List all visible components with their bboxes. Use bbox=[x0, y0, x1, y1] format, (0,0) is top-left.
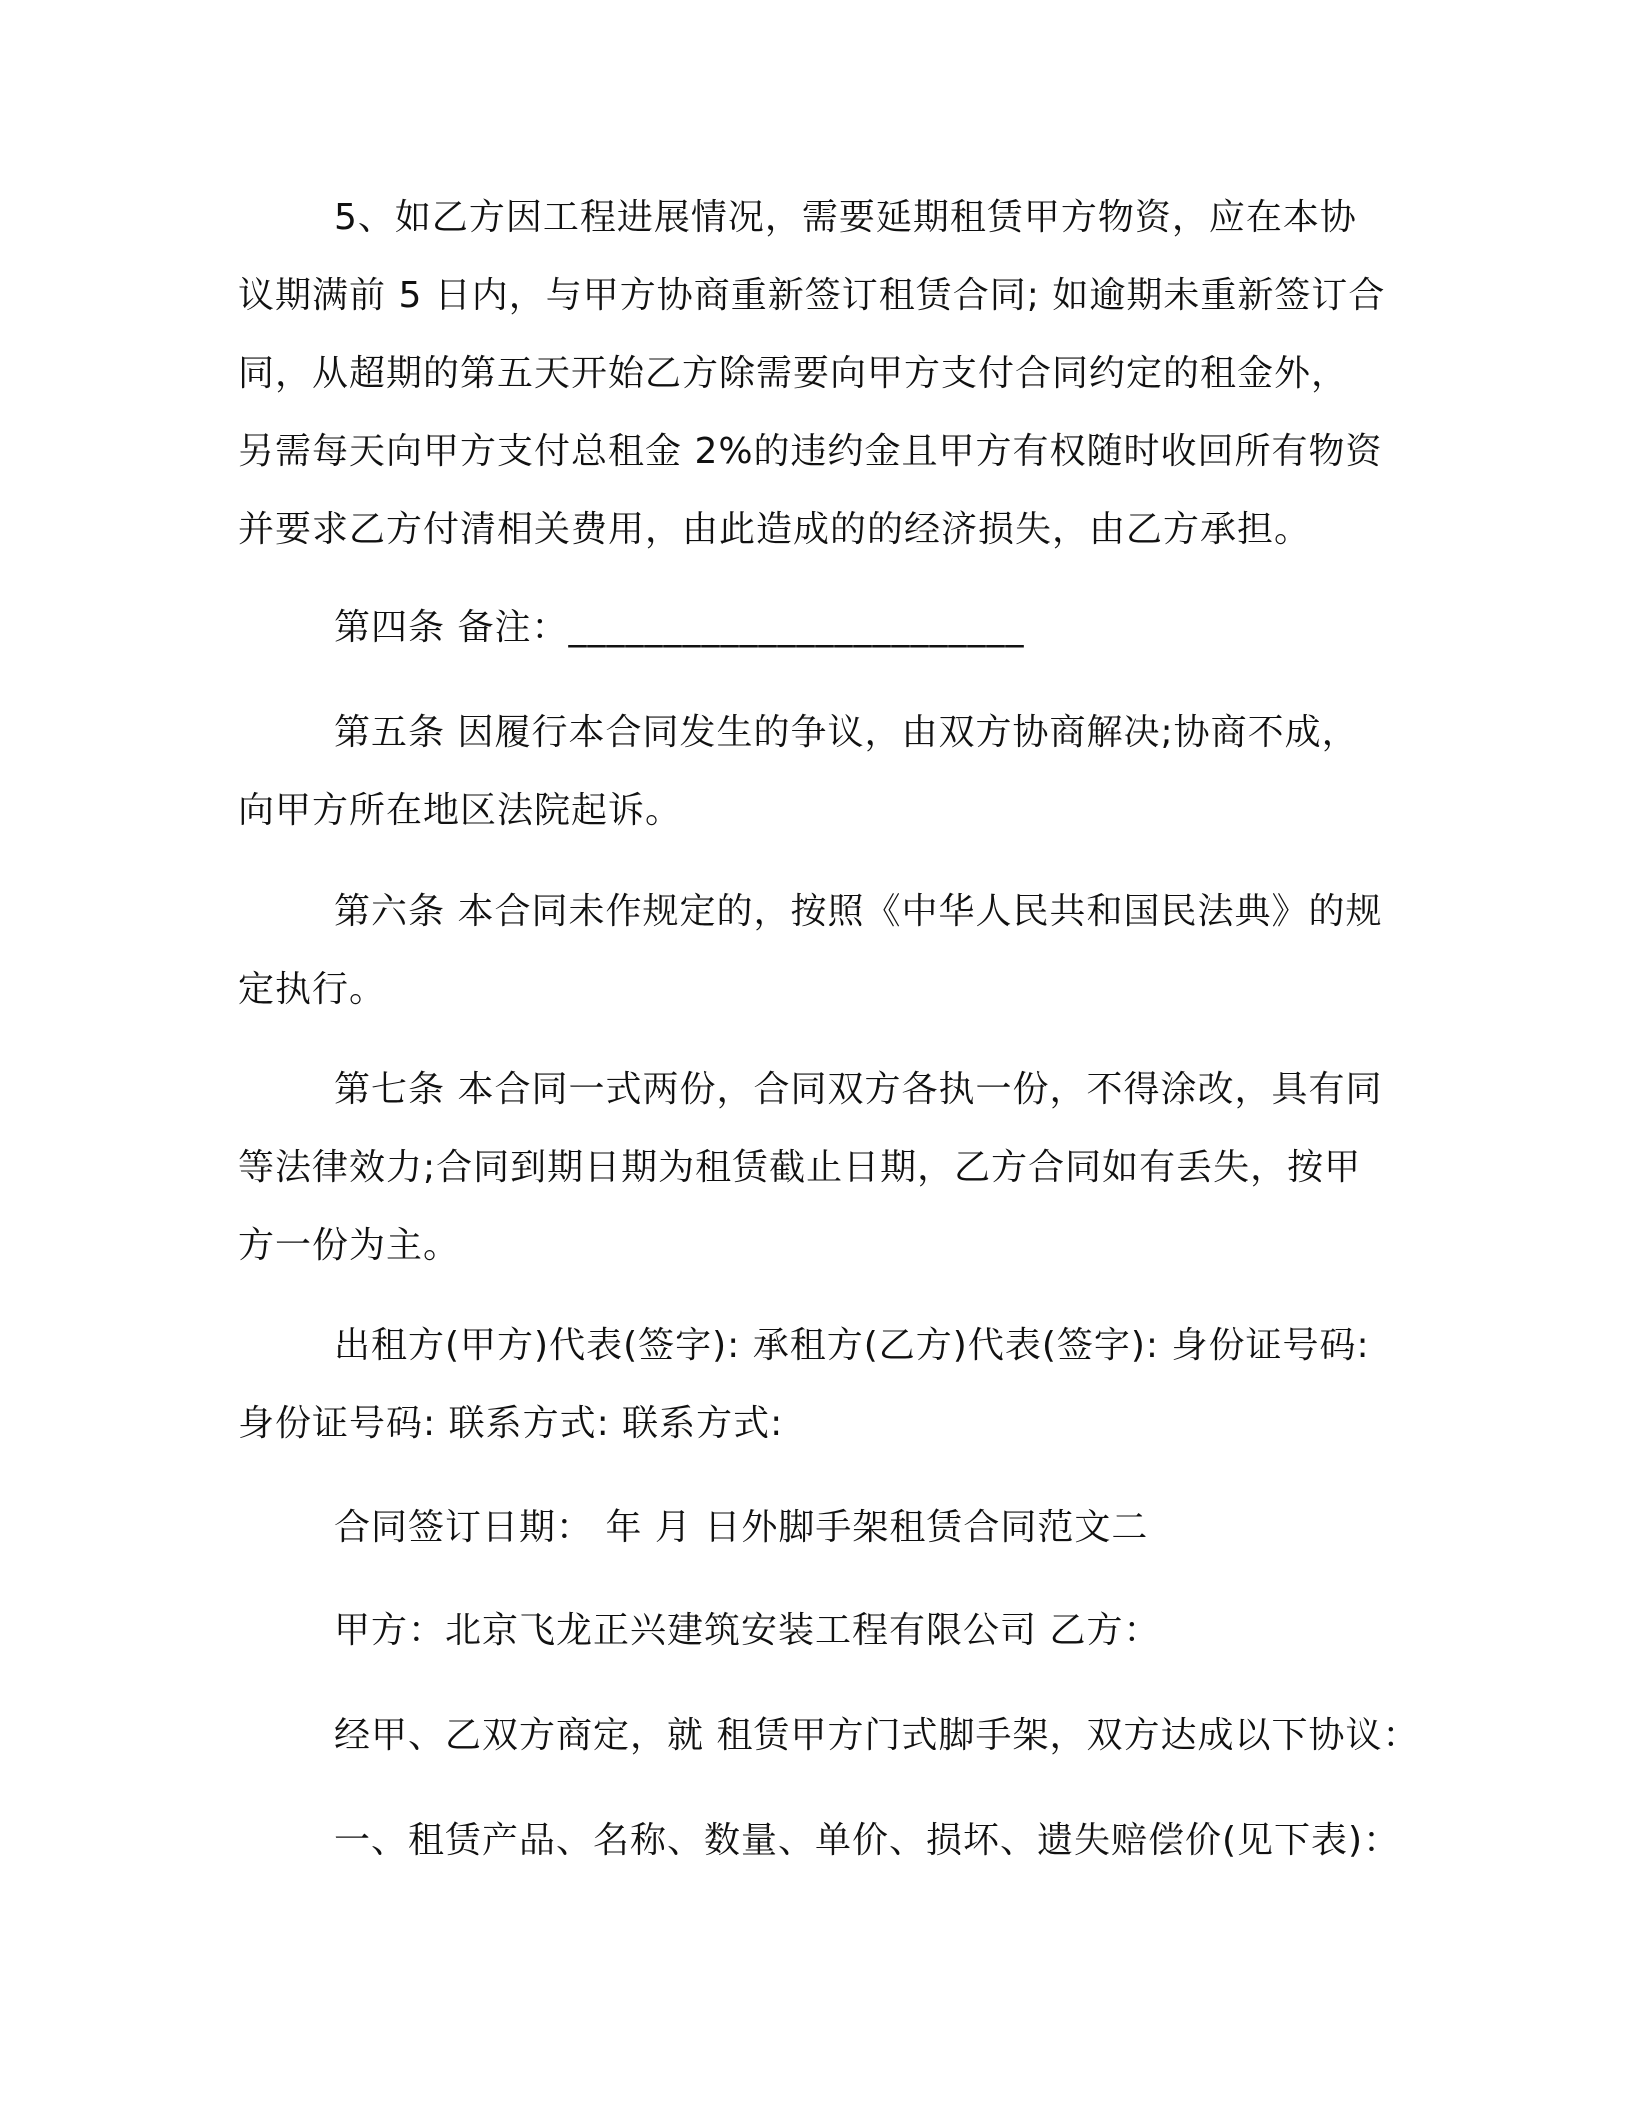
text-line: 定执行。 bbox=[238, 969, 387, 1010]
text-line: 向甲方所在地区法院起诉。 bbox=[238, 790, 683, 831]
paragraph-article-5 bbox=[238, 694, 1398, 850]
paragraph-agreement-intro bbox=[238, 1697, 1420, 1775]
text-line: 出租方(甲方)代表(签字): 承租方(乙方)代表(签字): 身份证号码: bbox=[334, 1325, 1370, 1366]
text-line: 甲方：北京飞龙正兴建筑安装工程有限公司 乙方： bbox=[334, 1610, 1161, 1651]
text-line: 等法律效力;合同到期日期为租赁截止日期，乙方合同如有丢失，按甲 bbox=[238, 1147, 1362, 1188]
paragraph-article-6 bbox=[238, 873, 1398, 1029]
text-line: 身份证号码: 联系方式: 联系方式: bbox=[238, 1403, 784, 1444]
text-line: 第六条 本合同未作规定的，按照《中华人民共和国民法典》的规 bbox=[334, 891, 1383, 932]
paragraph-parties bbox=[238, 1592, 1398, 1670]
text-line: 第七条 本合同一式两份，合同双方各执一份，不得涂改，具有同 bbox=[334, 1069, 1383, 1110]
text-line: 同，从超期的第五天开始乙方除需要向甲方支付合同约定的租金外， bbox=[238, 353, 1349, 394]
text-line: 经甲、乙双方商定，就 租赁甲方门式脚手架，双方达成以下协议： bbox=[334, 1715, 1420, 1756]
paragraph-section-1-title bbox=[238, 1802, 1401, 1880]
paragraph-article-7 bbox=[238, 1051, 1398, 1285]
text-line: 合同签订日期： 年 月 日外脚手架租赁合同范文二 bbox=[334, 1507, 1149, 1548]
text-line: 方一份为主。 bbox=[238, 1225, 461, 1266]
text-line: 并要求乙方付清相关费用，由此造成的的经济损失，由乙方承担。 bbox=[238, 509, 1312, 550]
text-line: 另需每天向甲方支付总租金 2%的违约金且甲方有权随时收回所有物资 bbox=[238, 431, 1383, 472]
paragraph-sign-date bbox=[238, 1489, 1398, 1567]
paragraph-article-4 bbox=[238, 589, 1398, 667]
text-line: 5、如乙方因工程进展情况，需要延期租赁甲方物资，应在本协 bbox=[334, 197, 1357, 238]
text-line: 第四条 备注：________________________ bbox=[334, 607, 1025, 648]
text-line: 第五条 因履行本合同发生的争议，由双方协商解决;协商不成， bbox=[334, 712, 1359, 753]
text-line: 议期满前 5 日内，与甲方协商重新签订租赁合同; 如逾期未重新签订合 bbox=[238, 275, 1386, 316]
text-line: 一、租赁产品、名称、数量、单价、损坏、遗失赔偿价(见下表)： bbox=[334, 1820, 1401, 1861]
paragraph-clause-3-5 bbox=[238, 179, 1398, 569]
paragraph-signatures bbox=[238, 1307, 1398, 1463]
